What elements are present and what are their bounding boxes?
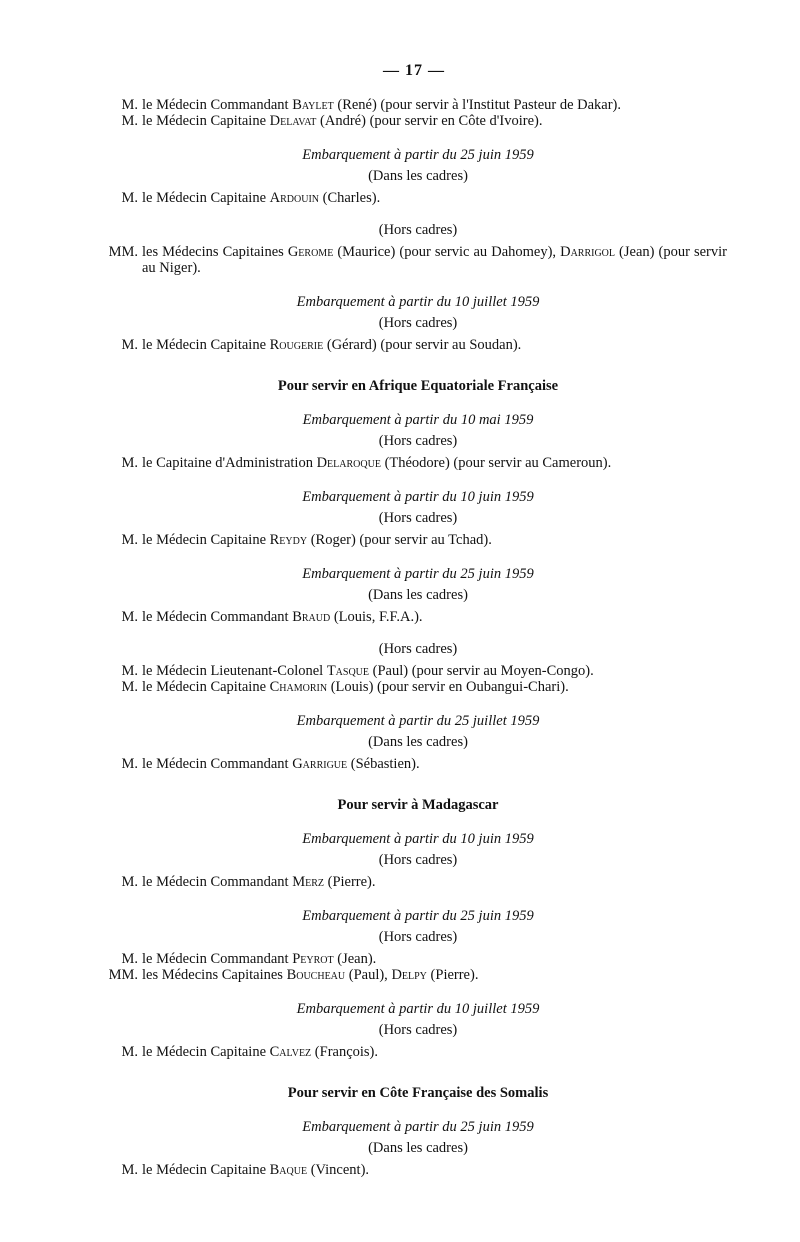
appointment-entry bbox=[0, 337, 800, 353]
entry-text bbox=[142, 532, 727, 548]
entry-honorific: M. bbox=[121, 756, 138, 772]
entry-details: (Jean). bbox=[333, 951, 377, 967]
entry-details: (René) (pour servir à l'Institut Pasteur de Dakar). bbox=[333, 97, 622, 113]
entry-surname: Darrigol bbox=[560, 244, 616, 260]
entry-surname: Tasque bbox=[326, 663, 370, 679]
entry-honorific: M. bbox=[121, 609, 138, 625]
entry-details: (Jean) (pour servir au Niger). bbox=[142, 244, 727, 276]
embarkation-date-heading: Embarquement à partir du 25 juin 1959 bbox=[302, 908, 534, 924]
entry-text bbox=[142, 113, 727, 129]
entry-surname: Chamorin bbox=[269, 679, 328, 695]
cadre-status: (Hors cadres) bbox=[378, 315, 458, 331]
appointment-entry bbox=[0, 532, 800, 548]
appointment-entry bbox=[0, 967, 800, 983]
entry-surname: Boucheau bbox=[286, 967, 346, 983]
entry-honorific: M. bbox=[121, 97, 138, 113]
entry-text bbox=[142, 967, 727, 983]
entry-rank: le Médecin Capitaine bbox=[142, 532, 270, 548]
appointment-entry bbox=[0, 874, 800, 890]
entry-rank: le Capitaine d'Administration bbox=[142, 455, 317, 471]
entry-text bbox=[142, 679, 727, 695]
document-body bbox=[0, 97, 800, 1178]
entry-rank: le Médecin Capitaine bbox=[142, 1044, 270, 1060]
entry-honorific: M. bbox=[121, 951, 138, 967]
entry-rank: le Médecin Capitaine bbox=[142, 1162, 270, 1178]
embarkation-date-heading: Embarquement à partir du 10 juin 1959 bbox=[302, 489, 534, 505]
entry-details: (Pierre). bbox=[323, 874, 376, 890]
entry-surname: Rougerie bbox=[269, 337, 324, 353]
appointment-entry bbox=[0, 455, 800, 471]
entry-details: (Paul), bbox=[345, 967, 392, 983]
entry-surname: Delavat bbox=[269, 113, 317, 129]
section-heading: Pour servir en Afrique Equatoriale Française bbox=[277, 378, 559, 394]
embarkation-date-heading: Embarquement à partir du 10 juin 1959 bbox=[302, 831, 534, 847]
cadre-status: (Hors cadres) bbox=[378, 852, 458, 868]
entry-details: (Louis) (pour servir en Oubangui-Chari). bbox=[327, 679, 569, 695]
entry-details: (Maurice) (pour servic au Dahomey), bbox=[333, 244, 561, 260]
entry-surname: Baque bbox=[269, 1162, 308, 1178]
cadre-status: (Hors cadres) bbox=[378, 510, 458, 526]
entry-text bbox=[142, 244, 727, 276]
embarkation-date-heading: Embarquement à partir du 25 juin 1959 bbox=[302, 147, 534, 163]
entry-text bbox=[142, 97, 727, 113]
entry-honorific: MM. bbox=[108, 244, 138, 260]
entry-honorific: M. bbox=[121, 455, 138, 471]
entry-rank: le Médecin Capitaine bbox=[142, 679, 270, 695]
appointment-entry bbox=[0, 609, 800, 625]
appointment-entry bbox=[0, 663, 800, 679]
entry-rank: le Médecin Capitaine bbox=[142, 113, 270, 129]
entry-details: (Sébastien). bbox=[347, 756, 420, 772]
entry-rank: le Médecin Commandant bbox=[142, 874, 293, 890]
entry-surname: Delaroque bbox=[316, 455, 381, 471]
entry-details: (Charles). bbox=[319, 190, 381, 206]
page-number: — 17 — bbox=[383, 62, 445, 79]
entry-honorific: M. bbox=[121, 113, 138, 129]
cadre-status: (Hors cadres) bbox=[378, 1022, 458, 1038]
entry-rank: le Médecin Commandant bbox=[142, 609, 293, 625]
entry-surname: Merz bbox=[292, 874, 324, 890]
embarkation-date-heading: Embarquement à partir du 10 juillet 1959 bbox=[296, 294, 540, 310]
entry-text bbox=[142, 337, 727, 353]
cadre-status: (Hors cadres) bbox=[378, 929, 458, 945]
entry-honorific: M. bbox=[121, 190, 138, 206]
entry-surname: Garrigue bbox=[292, 756, 348, 772]
appointment-entry bbox=[0, 1162, 800, 1178]
entry-honorific: M. bbox=[121, 679, 138, 695]
embarkation-date-heading: Embarquement à partir du 25 juillet 1959 bbox=[296, 713, 540, 729]
appointment-entry bbox=[0, 97, 800, 113]
entry-surname: Gerome bbox=[287, 244, 334, 260]
cadre-status: (Dans les cadres) bbox=[368, 734, 468, 750]
entry-honorific: M. bbox=[121, 663, 138, 679]
entry-surname: Ardouin bbox=[269, 190, 319, 206]
entry-honorific: M. bbox=[121, 532, 138, 548]
entry-details: (Vincent). bbox=[307, 1162, 370, 1178]
entry-rank: le Médecin Capitaine bbox=[142, 337, 270, 353]
entry-details: (Pierre). bbox=[426, 967, 479, 983]
entry-details: (Roger) (pour servir au Tchad). bbox=[307, 532, 492, 548]
embarkation-date-heading: Embarquement à partir du 25 juin 1959 bbox=[302, 1119, 534, 1135]
entry-rank: les Médecins Capitaines bbox=[142, 244, 288, 260]
entry-honorific: M. bbox=[121, 1162, 138, 1178]
entry-rank: le Médecin Lieutenant-Colonel bbox=[142, 663, 327, 679]
appointment-entry bbox=[0, 756, 800, 772]
entry-details: (André) (pour servir en Côte d'Ivoire). bbox=[316, 113, 543, 129]
embarkation-date-heading: Embarquement à partir du 10 mai 1959 bbox=[302, 412, 534, 428]
cadre-status: (Hors cadres) bbox=[378, 222, 458, 238]
entry-rank: le Médecin Commandant bbox=[142, 951, 293, 967]
entry-rank: les Médecins Capitaines bbox=[142, 967, 287, 983]
entry-text bbox=[142, 190, 727, 206]
entry-surname: Reydy bbox=[269, 532, 308, 548]
embarkation-date-heading: Embarquement à partir du 25 juin 1959 bbox=[302, 566, 534, 582]
entry-details: (Louis, F.F.A.). bbox=[330, 609, 423, 625]
entry-text bbox=[142, 951, 727, 967]
entry-honorific: M. bbox=[121, 874, 138, 890]
embarkation-date-heading: Embarquement à partir du 10 juillet 1959 bbox=[296, 1001, 540, 1017]
entry-rank: le Médecin Capitaine bbox=[142, 190, 270, 206]
cadre-status: (Dans les cadres) bbox=[368, 587, 468, 603]
appointment-entry bbox=[0, 244, 800, 276]
entry-text bbox=[142, 663, 727, 679]
entry-text bbox=[142, 1162, 727, 1178]
entry-text bbox=[142, 874, 727, 890]
cadre-status: (Hors cadres) bbox=[378, 641, 458, 657]
entry-details: (Paul) (pour servir au Moyen-Congo). bbox=[369, 663, 594, 679]
entry-surname: Delpy bbox=[391, 967, 427, 983]
cadre-status: (Hors cadres) bbox=[378, 433, 458, 449]
entry-text bbox=[142, 455, 727, 471]
entry-honorific: MM. bbox=[108, 967, 138, 983]
entry-text bbox=[142, 1044, 727, 1060]
entry-details: (Théodore) (pour servir au Cameroun). bbox=[380, 455, 612, 471]
section-heading: Pour servir à Madagascar bbox=[337, 797, 499, 813]
entry-surname: Baylet bbox=[292, 97, 334, 113]
entry-surname: Braud bbox=[292, 609, 331, 625]
entry-text bbox=[142, 756, 727, 772]
cadre-status: (Dans les cadres) bbox=[368, 168, 468, 184]
cadre-status: (Dans les cadres) bbox=[368, 1140, 468, 1156]
appointment-entry bbox=[0, 1044, 800, 1060]
entry-text bbox=[142, 609, 727, 625]
entry-surname: Calvez bbox=[269, 1044, 312, 1060]
appointment-entry bbox=[0, 190, 800, 206]
entry-details: (François). bbox=[311, 1044, 379, 1060]
entry-rank: le Médecin Commandant bbox=[142, 97, 293, 113]
appointment-entry bbox=[0, 679, 800, 695]
entry-rank: le Médecin Commandant bbox=[142, 756, 293, 772]
entry-honorific: M. bbox=[121, 337, 138, 353]
section-heading: Pour servir en Côte Française des Somalis bbox=[287, 1085, 549, 1101]
entry-honorific: M. bbox=[121, 1044, 138, 1060]
appointment-entry bbox=[0, 951, 800, 967]
entry-surname: Peyrot bbox=[292, 951, 334, 967]
entry-details: (Gérard) (pour servir au Soudan). bbox=[323, 337, 522, 353]
appointment-entry bbox=[0, 113, 800, 129]
